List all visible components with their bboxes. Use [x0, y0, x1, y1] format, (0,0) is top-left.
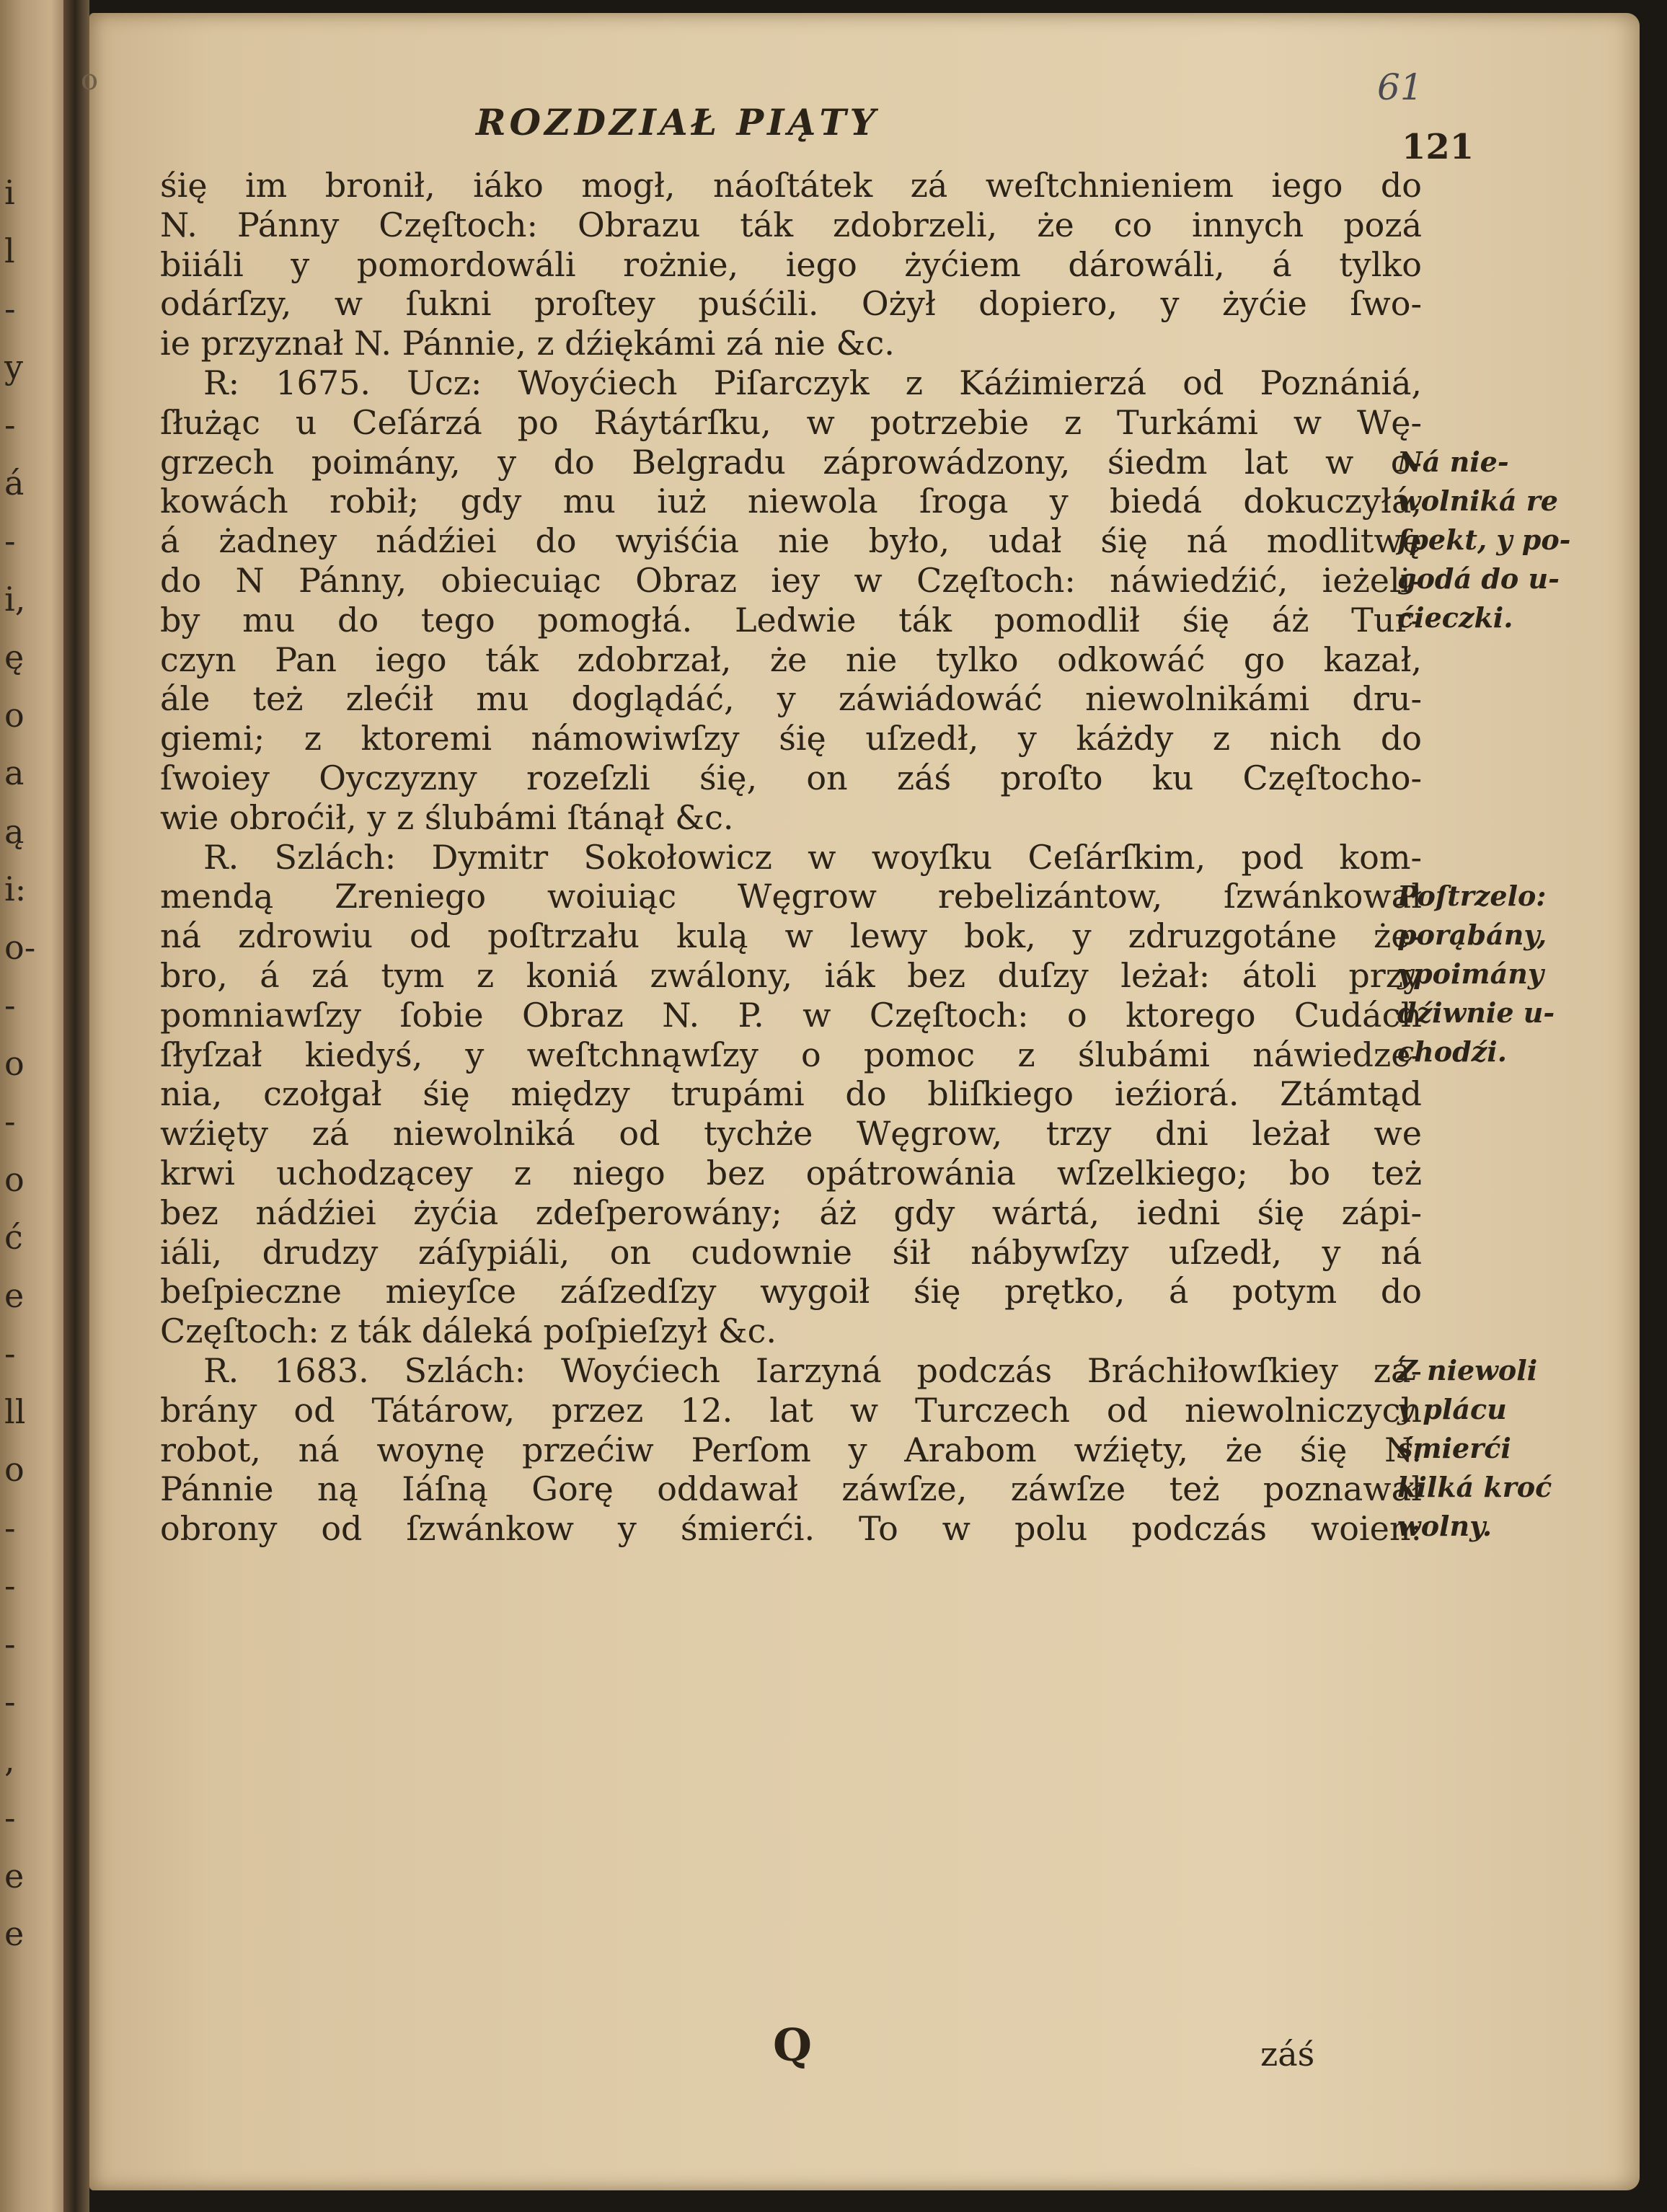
previous-page-fragment: -	[4, 1566, 16, 1605]
text-line: obrony od ſzwánkow y śmierći. To w polu podczás woien:	[160, 1509, 1422, 1549]
marginal-note-line: dźiwnie u-	[1397, 996, 1555, 1030]
running-head: ROZDZIAŁ PIĄTY	[476, 101, 880, 143]
previous-page-fragment: o	[4, 1450, 25, 1489]
text-line: Częſtoch: z ták dáleká poſpieſzył &c.	[160, 1311, 777, 1351]
text-line: kowách robił; gdy mu iuż niewola ſroga y biedá dokuczyłá,	[160, 482, 1422, 521]
text-line: á żadney nádźiei do wyiśćia nie było, udał śię ná modlitwę	[160, 521, 1422, 561]
catchword: záś	[1260, 2035, 1315, 2074]
text-line: bez nádźiei żyćia zdeſperowány; áż gdy wártá, iedni śię zápi-	[160, 1193, 1422, 1232]
text-line: ſwoiey Oyczyzny rozeſzli śię, on záś proſto ku Częſtocho-	[160, 758, 1422, 797]
previous-page-fragment: ll	[4, 1392, 26, 1431]
text-line: giemi; z ktoremi námowiwſzy śię uſzedł, y káżdy z nich do	[160, 719, 1422, 758]
text-line: śię im bronił, iáko mogł, náoſtátek zá weſtchnieniem iego do	[160, 166, 1422, 205]
previous-page-fragment: -	[4, 521, 16, 560]
previous-page-fragment: -	[4, 1798, 16, 1837]
marginal-note-line: godá do u-	[1397, 562, 1560, 595]
previous-page-fragment: -	[4, 1334, 16, 1373]
text-line: ſłużąc u Ceſárzá po Ráytárſku, w potrzebie z Turkámi w Wę-	[160, 402, 1422, 442]
previous-page-fragment: o	[4, 1043, 25, 1083]
previous-page-fragment: e	[4, 1914, 25, 1953]
text-line: ná zdrowiu od poſtrzału kulą w lewy bok, y zdruzgotáne że-	[160, 916, 1422, 956]
previous-page-fragment: -	[4, 405, 16, 444]
text-line: odárſzy, w ſukni proſtey puśćili. Ożył dopiero, y żyćie ſwo-	[160, 284, 1422, 324]
text-line: biiáli y pomordowáli rożnie, iego żyćiem dárowáli, á tylko	[160, 244, 1422, 284]
previous-page-fragment: ć	[4, 1218, 23, 1257]
previous-page-fragment: -	[4, 986, 16, 1025]
marginal-note	[1384, 1351, 1572, 1546]
marginal-note-line: porąbány,	[1397, 919, 1547, 952]
text-line: Pánnie ną Iáſną Gorę oddawał záwſze, záwſze też poznawał	[160, 1469, 1422, 1509]
text-line: brány od Tátárow, przez 12. lat w Turczech od niewolniczych	[160, 1390, 1422, 1430]
marginal-note-line: śmierći	[1397, 1432, 1511, 1464]
text-line: wźięty zá niewolniká od tychże Węgrow, trzy dni leżał we	[160, 1114, 1422, 1154]
marginal-note-line: Z niewoli	[1397, 1354, 1538, 1386]
previous-page-fragment: -	[4, 1508, 16, 1547]
previous-page-fragment: a	[4, 753, 25, 792]
text-line: R. Szlách: Dymitr Sokołowicz w woyſku Ceſárſkim, pod kom-	[203, 837, 1422, 877]
previous-page-fragment: e	[4, 1275, 25, 1315]
handwritten-folio: 61	[1377, 66, 1423, 108]
text-line: wie obroćił, y z ślubámi ſtánął &c.	[160, 797, 734, 837]
text-line: N. Pánny Częſtoch: Obrazu ták zdobrzeli, że co innych pozá	[160, 205, 1422, 244]
previous-page-fragment: o-	[4, 927, 36, 967]
text-line: R: 1675. Ucz: Woyćiech Piſarczyk z Káźimierzá od Poznániá,	[203, 363, 1422, 402]
marginal-note-line: ypoimány	[1397, 957, 1544, 991]
previous-page-fragment: i:	[4, 870, 27, 908]
text-line: ále też zlećił mu doglądáć, y záwiádowáć niewolnikámi dru-	[160, 679, 1422, 719]
text-line: robot, ná woynę przećiw Perſom y Arabom wźięty, że śię N.	[160, 1430, 1422, 1469]
text-line: by mu do tego pomogłá. Ledwie ták pomodlił śię áż Tur-	[160, 600, 1422, 640]
page-marker: o	[81, 63, 99, 97]
previous-page-fragment: l	[4, 231, 15, 270]
previous-page-fragment: -	[4, 289, 16, 328]
previous-page-fragment: i,	[4, 579, 26, 619]
marginal-note	[1384, 877, 1572, 1071]
printed-folio: 121	[1402, 127, 1474, 167]
previous-page-fragment: ę	[4, 637, 25, 676]
text-line: ſłyſzał kiedyś, y weſtchnąwſzy o pomoc z ślubámi náwiedze-	[160, 1035, 1422, 1074]
book-gutter	[63, 0, 89, 2212]
text-line: iáli, drudzy záſypiáli, on cudownie śił nábywſzy uſzedł, y ná	[160, 1232, 1422, 1272]
text-line: bro, á zá tym z koniá zwálony, iák bez duſzy leżał: átoli przy	[160, 955, 1422, 995]
body-text	[160, 166, 1422, 1549]
previous-page-fragment: i	[4, 173, 15, 212]
previous-page-fragment: o	[4, 1159, 25, 1199]
previous-page-fragment: á	[4, 463, 25, 503]
previous-page-fragment: -	[4, 1624, 16, 1663]
marginal-note-line: wolniká re	[1397, 484, 1558, 517]
previous-page-fragment: y	[4, 347, 23, 386]
text-line: czyn Pan iego ták zdobrzał, że nie tylko odkowáć go kazał,	[160, 640, 1422, 679]
marginal-note-line: chodźi.	[1397, 1035, 1507, 1069]
text-line: ie przyznał N. Pánnie, z dźiękámi zá nie &c.	[160, 324, 895, 363]
previous-page-fragment: o	[4, 695, 25, 735]
text-line: nia, czołgał śię między trupámi do bliſkiego ieźiorá. Ztámtąd	[160, 1074, 1422, 1114]
text-line: R. 1683. Szlách: Woyćiech Iarzyná podczás Bráchiłowſkiey zá-	[203, 1350, 1422, 1390]
marginal-note-line: wolny.	[1397, 1510, 1493, 1542]
text-line: beſpieczne mieyſce záſzedſzy wygoił śię prętko, á potym do	[160, 1272, 1422, 1311]
text-line: pomniawſzy ſobie Obraz N. P. w Częſtoch: o ktorego Cudách	[160, 995, 1422, 1035]
previous-page-fragment: -	[4, 1682, 16, 1721]
signature-mark: Q	[773, 2019, 813, 2071]
text-line: krwi uchodzącey z niego bez opátrowánia wſzelkiego; bo też	[160, 1153, 1422, 1193]
previous-page-fragment: ,	[4, 1740, 15, 1779]
previous-page-fragment: ą	[4, 811, 25, 851]
previous-page-fragment: -	[4, 1102, 16, 1141]
marginal-note-line: y plácu	[1397, 1393, 1507, 1425]
marginal-note	[1384, 443, 1572, 637]
text-line: grzech poimány, y do Belgradu záprowádzony, śiedm lat w o-	[160, 442, 1422, 482]
marginal-note-line: Poſtrzelo:	[1397, 880, 1547, 913]
marginal-note-line: Ná nie-	[1397, 445, 1509, 478]
marginal-note-line: kilká kroć	[1397, 1471, 1552, 1503]
text-line: mendą Zreniego woiuiąc Węgrow rebelizántow, ſzwánkował	[160, 877, 1422, 916]
previous-page-fragment: e	[4, 1856, 25, 1895]
marginal-note-line: ćieczki.	[1397, 601, 1513, 634]
text-line: do N Pánny, obiecuiąc Obraz iey w Częſtoch: náwiedźić, ieżeli-	[160, 560, 1422, 600]
marginal-note-line: ſpekt, y po-	[1397, 523, 1571, 556]
